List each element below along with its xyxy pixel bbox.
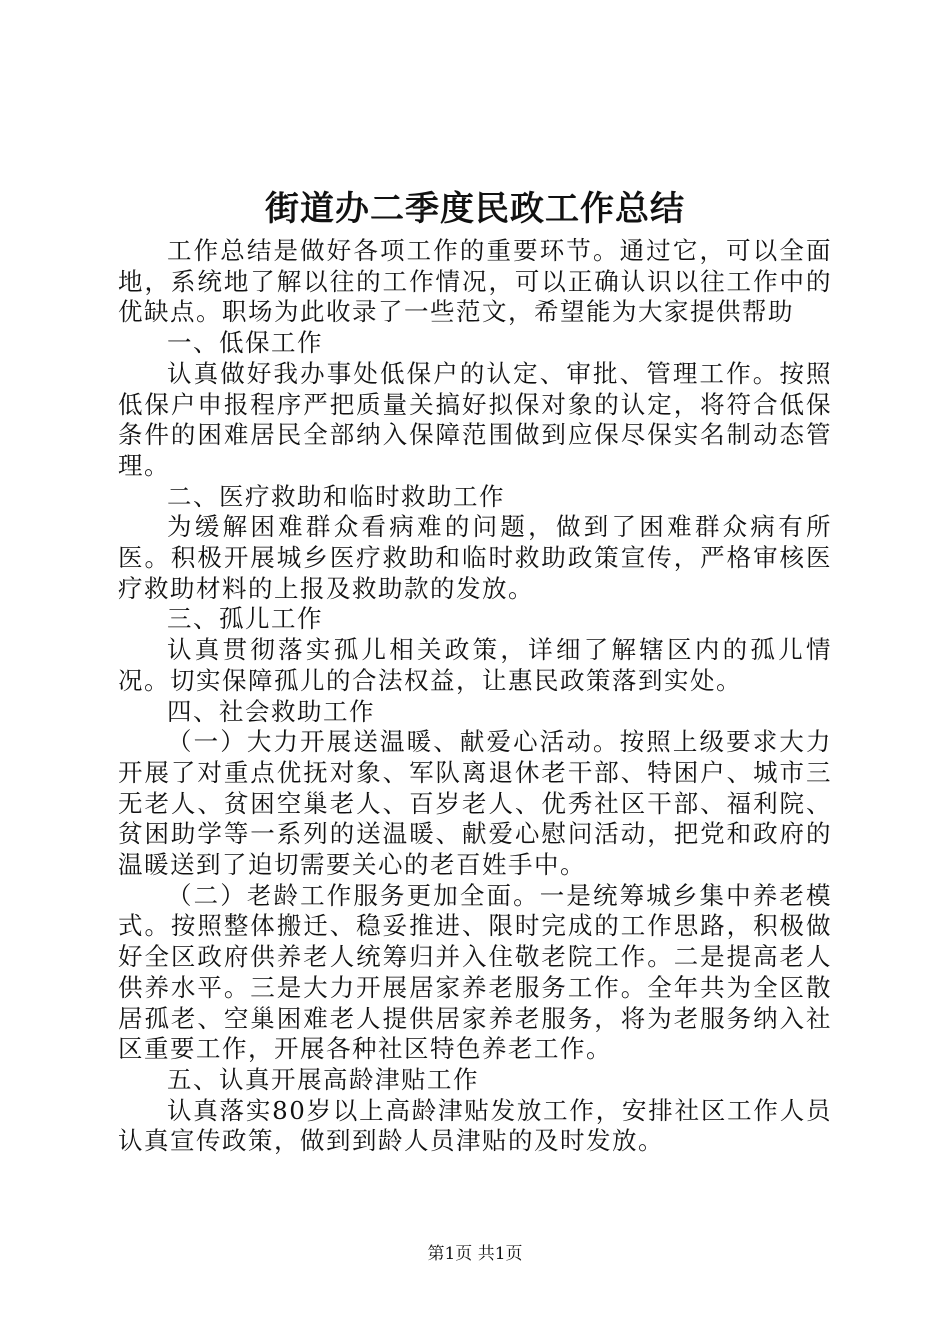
section-paragraph-2-1: 为缓解困难群众看病难的问题，做到了困难群众病有所医。积极开展城乡医疗救助和临时救助政策宣传，严格审核医疗救助材料的上报及救助款的发放。 — [118, 512, 832, 603]
section-heading-4: 四、社会救助工作 — [167, 696, 375, 726]
section-heading-3: 三、孤儿工作 — [167, 604, 323, 634]
section-heading-2: 二、医疗救助和临时救助工作 — [167, 481, 505, 511]
section-heading-1: 一、低保工作 — [167, 328, 323, 358]
document-title: 街道办二季度民政工作总结 — [265, 189, 685, 229]
section-paragraph-3-1: 认真贯彻落实孤儿相关政策，详细了解辖区内的孤儿情况。切实保障孤儿的合法权益，让惠民政策落到实处。 — [118, 635, 832, 695]
section-paragraph-4-1: （一）大力开展送温暖、献爱心活动。按照上级要求大力开展了对重点优抚对象、军队离退休老干部、特困户、城市三无老人、贫困空巢老人、百岁老人、优秀社区干部、福利院、贫困助学等一系列的送温暖、献爱心慰问活动，把党和政府的温暖送到了迫切需要关心的老百姓手中。 — [118, 727, 832, 880]
section-paragraph-5-1: 认真落实80岁以上高龄津贴发放工作，安排社区工作人员认真宣传政策，做到到龄人员津贴的及时发放。 — [118, 1095, 832, 1156]
section-heading-5: 五、认真开展高龄津贴工作 — [167, 1064, 479, 1094]
section-paragraph-4-2: （二）老龄工作服务更加全面。一是统筹城乡集中养老模式。按照整体搬迁、稳妥推进、限时完成的工作思路，积极做好全区政府供养老人统筹归并入住敬老院工作。二是提高老人供养水平。三是大力开展居家养老服务工作。全年共为全区散居孤老、空巢困难老人提供居家养老服务，将为老服务纳入社区重要工作，开展各种社区特色养老工作。 — [118, 880, 832, 1064]
document-body — [118, 236, 832, 1157]
page-footer: 第1页 共1页 — [427, 1244, 523, 1264]
intro-paragraph: 工作总结是做好各项工作的重要环节。通过它，可以全面地，系统地了解以往的工作情况，可以正确认识以往工作中的优缺点。职场为此收录了一些范文，希望能为大家提供帮助 — [118, 236, 832, 327]
section-paragraph-1-1: 认真做好我办事处低保户的认定、审批、管理工作。按照低保户申报程序严把质量关搞好拟保对象的认定，将符合低保条件的困难居民全部纳入保障范围做到应保尽保实名制动态管理。 — [118, 358, 832, 480]
